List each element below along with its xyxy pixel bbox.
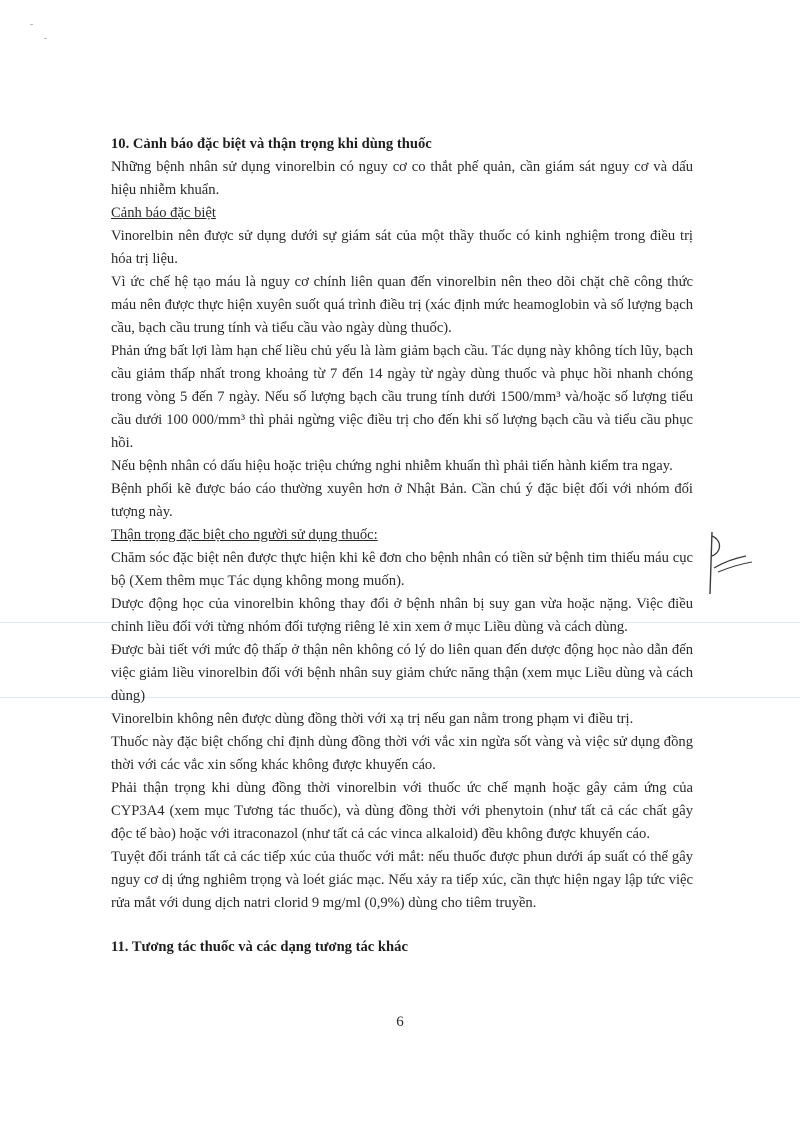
precautions-subheading: Thận trọng đặc biệt cho người sử dụng thuốc: (111, 527, 378, 543)
warning-paragraph: Nếu bệnh nhân có dấu hiệu hoặc triệu chứng nghi nhiễm khuẩn thì phải tiến hành kiểm tra ngay. (111, 458, 673, 474)
precaution-paragraph: Dược động học của vinorelbin không thay đổi ở bệnh nhân bị suy gan vừa hoặc nặng. Việc điều chỉnh liều đối với từng nhóm đối tượng riêng lẻ xin xem ở mục Liều dùng và cách dùng. (111, 596, 693, 635)
section-11-heading: 11. Tương tác thuốc và các dạng tương tác khác (111, 939, 408, 955)
precaution-paragraph: Được bài tiết với mức độ thấp ở thận nên không có lý do liên quan đến dược động học nào dẫn đến việc giảm liều vinorelbin đối với bệnh nhân suy giảm chức năng thận (xem mục Liều dùng và cách dùng) (111, 642, 693, 704)
warning-paragraph: Phản ứng bất lợi làm hạn chế liều chủ yếu là làm giảm bạch cầu. Tác dụng này không tích lũy, bạch cầu giảm thấp nhất trong khoảng từ 7 đến 14 ngày từ ngày dùng thuốc và phục hồi nhanh chóng trong vòng 5 đến 7 ngày. Nếu số lượng bạch cầu trung tính dưới 1500/mm³ và/hoặc số lượng tiểu cầu dưới 100 000/mm³ thì phải ngừng việc điều trị cho đến khi số lượng bạch cầu và tiểu cầu phục hồi. (111, 343, 693, 451)
section-10-heading: 10. Cảnh báo đặc biệt và thận trọng khi dùng thuốc (111, 136, 432, 152)
precaution-paragraph: Chăm sóc đặc biệt nên được thực hiện khi kê đơn cho bệnh nhân có tiền sử bệnh tim thiếu máu cục bộ (Xem thêm mục Tác dụng không mong muốn). (111, 550, 693, 589)
section-10-intro: Những bệnh nhân sử dụng vinorelbin có nguy cơ co thắt phế quản, cần giám sát nguy cơ và dấu hiệu nhiễm khuẩn. (111, 159, 693, 198)
handwritten-initials-icon (700, 528, 760, 598)
precaution-paragraph: Tuyệt đối tránh tất cả các tiếp xúc của thuốc với mắt: nếu thuốc được phun dưới áp suất có thể gây nguy cơ dị ứng nghiêm trọng và loét giác mạc. Nếu xảy ra tiếp xúc, cần thực hiện ngay lập tức việc rửa mắt với dung dịch natri clorid 9 mg/ml (0,9%) dùng cho tiêm truyền. (111, 849, 693, 911)
warning-paragraph: Vinorelbin nên được sử dụng dưới sự giám sát của một thầy thuốc có kinh nghiệm trong điều trị hóa trị liệu. (111, 228, 693, 267)
warning-paragraph: Vì ức chế hệ tạo máu là nguy cơ chính liên quan đến vinorelbin nên theo dõi chặt chẽ công thức máu nên được thực hiện xuyên suốt quá trình điều trị (xác định mức heamoglobin và số lượng bạch cầu, bạch cầu trung tính và tiểu cầu vào ngày dùng thuốc). (111, 274, 693, 336)
scan-speck (44, 38, 47, 39)
warning-paragraph: Bệnh phổi kẽ được báo cáo thường xuyên hơn ở Nhật Bản. Cần chú ý đặc biệt đối với nhóm đối tượng này. (111, 481, 693, 520)
document-body (111, 133, 693, 959)
warnings-subheading: Cảnh báo đặc biệt (111, 205, 216, 221)
scan-speck (30, 24, 33, 25)
section-spacer (111, 915, 693, 936)
precaution-paragraph: Phải thận trọng khi dùng đồng thời vinorelbin với thuốc ức chế mạnh hoặc gây cảm ứng của CYP3A4 (xem mục Tương tác thuốc), và dùng đồng thời với phenytoin (như tất cả các chất gây độc tế bào) hoặc với itraconazol (như tất cả các vinca alkaloid) đều không được khuyến cáo. (111, 780, 693, 842)
precaution-paragraph: Vinorelbin không nên được dùng đồng thời với xạ trị nếu gan nằm trong phạm vi điều trị. (111, 711, 634, 727)
page-number: 6 (396, 1014, 404, 1030)
precaution-paragraph: Thuốc này đặc biệt chống chỉ định dùng đồng thời với vắc xin ngừa sốt vàng và việc sử dụng đồng thời với các vắc xin sống khác không được khuyến cáo. (111, 734, 693, 773)
